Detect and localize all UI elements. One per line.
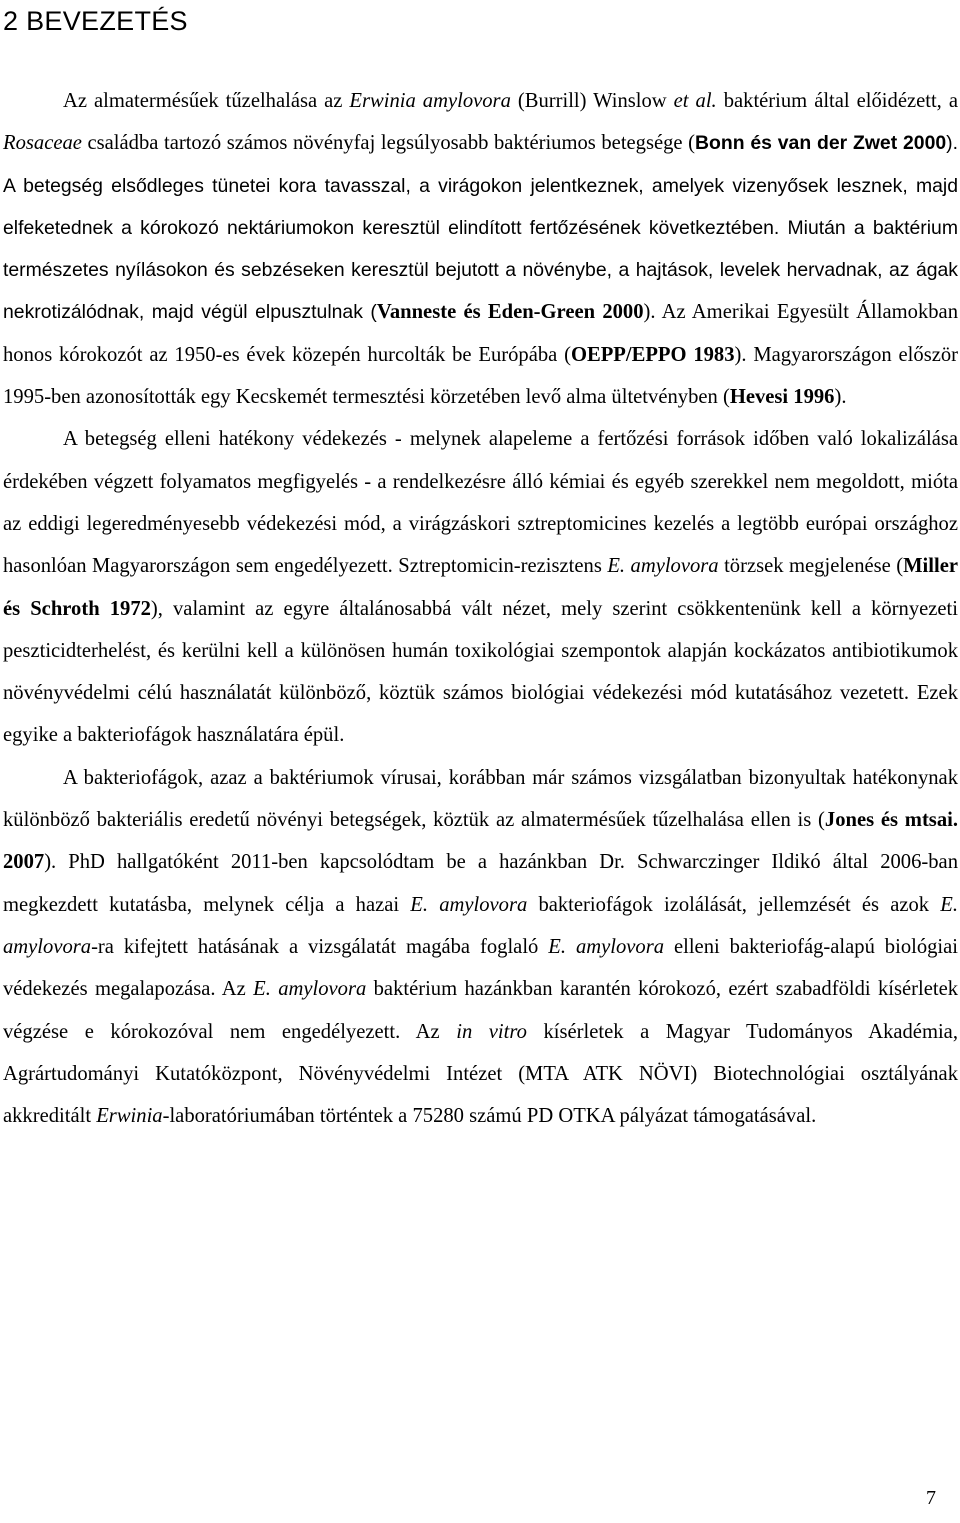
text-run: Vanneste és Eden-Green 2000: [376, 301, 644, 324]
text-run: bakteriofágok izolálását, jellemzését és azok: [527, 893, 941, 916]
text-run: A bakteriofágok, azaz a baktériumok vírusai, korábban már számos vizsgálatban bizonyultak hatékonynak különböző bakteriális eredetű növényi betegségek, köztük az almatermésűek tűzelhalása ellen is (: [3, 766, 958, 832]
text-run: -laboratóriumában történtek a 75280 számú PD OTKA pályázat támogatásával.: [162, 1105, 817, 1128]
paragraph: [3, 757, 958, 1138]
text-run: baktérium által előidézett, a: [716, 90, 958, 112]
text-run: Hevesi 1996: [729, 386, 835, 409]
text-run: (Burrill) Winslow: [510, 90, 674, 112]
text-run: ).: [834, 386, 847, 409]
text-run: -ra kifejtett hatásának a vizsgálatát magába foglaló: [91, 935, 549, 958]
text-run: E. amylovora: [548, 935, 665, 958]
text-run: in vitro: [456, 1020, 527, 1043]
text-run: baktérium hazánkban karantén kórokozó, ezért szabadföldi kísérletek végzése e kórokozóval nem engedélyezett. Az: [3, 978, 959, 1043]
text-run: ). PhD hallgatóként 2011-ben kapcsolódtam be a hazánkban Dr. Schwarczinger Ildikó által 2006-ban megkezdett kutatásba, melynek célja a hazai: [3, 851, 958, 916]
text-run: törzsek megjelenése (: [718, 555, 904, 578]
text-run: Miller és Schroth 1972: [3, 555, 959, 620]
text-run: ), valamint az egyre általánosabbá vált nézet, mely szerint csökkentenünk kell a környezeti peszticidterhelést, és kerülni kell a különösen humán toxikológiai szempontok alapján kockázatos antibiotikumok növényvédelmi célú használatát különböző, köztük számos biológiai védekezési mód kutatásához vezetett. Ezek egyike a bakteriofágok használatára épül.: [3, 597, 958, 747]
text-run: OEPP/EPPO 1983: [570, 343, 735, 366]
text-run: ). Magyarországon először 1995-ben azonosították egy Kecskemét termesztési körzetében levő alma ültetvényben (: [3, 343, 958, 409]
text-run: Bonn és van der Zwet 2000: [695, 132, 947, 155]
text-run: Erwinia amylovora: [349, 90, 511, 112]
section-heading: 2 BEVEZETÉS: [3, 6, 188, 36]
body-text: [3, 80, 958, 1137]
text-run: családba tartozó számos növényfaj legsúlyosabb baktériumos betegsége (: [81, 132, 696, 155]
text-run: Jones és mtsai. 2007: [3, 809, 958, 874]
text-run: E. amylovora: [3, 893, 958, 958]
text-run: Rosaceae: [3, 132, 82, 155]
text-run: E. amylovora: [253, 978, 367, 1001]
text-run: et al.: [673, 90, 717, 112]
text-run: ). Az Amerikai Egyesült Államokban honos kórokozót az 1950-es évek közepén hurcolták be Európába (: [3, 301, 958, 366]
text-run: A betegség elleni hatékony védekezés - melynek alapeleme a fertőzési források időben való lokalizálása érdekében végzett folyamatos megfigyelés - a rendelkezésre álló kémiai és egyéb szerekkel nem megoldott, mióta az eddigi legeredményesebb védekezési mód, a virágzáskori sztreptomicines kezelés a legtöbb európai országhoz hasonlóan Magyarországon sem engedélyezett. Sztreptomicin-rezisztens: [3, 428, 958, 578]
text-run: kísérletek a Magyar Tudományos Akadémia, Agrártudományi Kutatóközpont, Növényvédelmi Intézet (MTA ATK NÖVI) Biotechnológiai osztályának akkreditált: [3, 1020, 958, 1128]
text-run: elleni bakteriofág-alapú biológiai védekezés megalapozása. Az: [3, 935, 959, 1001]
text-run: ). A betegség elsődleges tünetei kora tavasszal, a virágokon jelentkeznek, amelyek vizenyősek lesznek, majd elfeketednek a kórokozó nektáriumokon keresztül elindított fertőzésének következtében. Miután a baktérium természetes nyílásokon és sebzéseken keresztül bejutott a növénybe, a hajtások, levelek hervadnak, az ágak nekrotizálódnak, majd végül elpusztulnak (: [3, 132, 958, 324]
paragraph: [3, 80, 958, 418]
text-run: Erwinia: [96, 1105, 163, 1128]
text-run: E. amylovora: [607, 555, 719, 578]
text-run: Az almatermésűek tűzelhalása az: [63, 90, 350, 112]
text-run: E. amylovora: [410, 893, 528, 916]
paragraph: [3, 418, 958, 756]
page-number: 7: [926, 1487, 936, 1509]
